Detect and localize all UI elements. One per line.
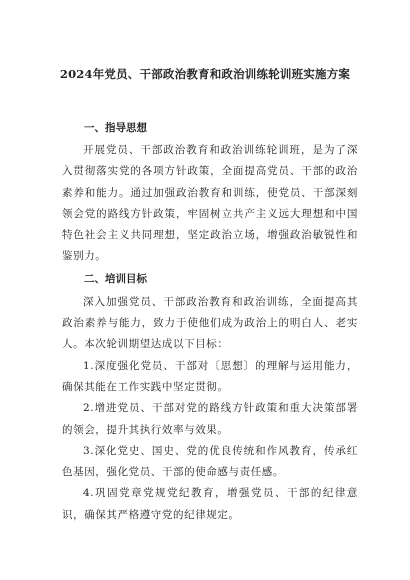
goal-item-3: 3.深化党史、国史、党的优良传统和作风教育，传承红色基因，强化党员、干部的使命感与责任感。 [62, 444, 358, 479]
section-paragraph-guiding-ideology: 开展党员、干部政治教育和政治训练轮训班，是为了深入贯彻落实党的各项方针政策，全面提高党员、干部的政治素养和能力。通过加强政治教育和训练，使党员、干部深刻领会党的路线方针政策，牢固树立共产主义远大理想和中国特色社会主义共同理想，坚定政治立场，增强政治敏锐性和鉴别力。 [62, 144, 358, 263]
section-intro-training-goals: 深入加强党员、干部政治教育和政治训练，全面提高其政治素养与能力，致力于使他们成为政治上的明白人、老实人。本次轮训期望达成以下目标： [62, 295, 358, 351]
goal-item-2: 2.增进党员、干部对党的路线方针政策和重大决策部署的领会，提升其执行效率与效果。 [62, 402, 358, 436]
section-heading-guiding-ideology: 一、指导思想 [84, 122, 147, 134]
document-body [62, 118, 358, 526]
section-heading-training-goals: 二、培训目标 [84, 272, 147, 285]
goal-item-1: 1.深度强化党员、干部对〔思想〕的理解与运用能力，确保其能在工作实践中坚定贯彻。 [62, 359, 358, 393]
goal-item-4: 4.巩固党章党规党纪教育，增强党员、干部的纪律意识，确保其严格遵守党的纪律规定。 [62, 487, 358, 521]
document-title: 2024年党员、干部政治教育和政治训练轮训班实施方案 [59, 67, 351, 81]
